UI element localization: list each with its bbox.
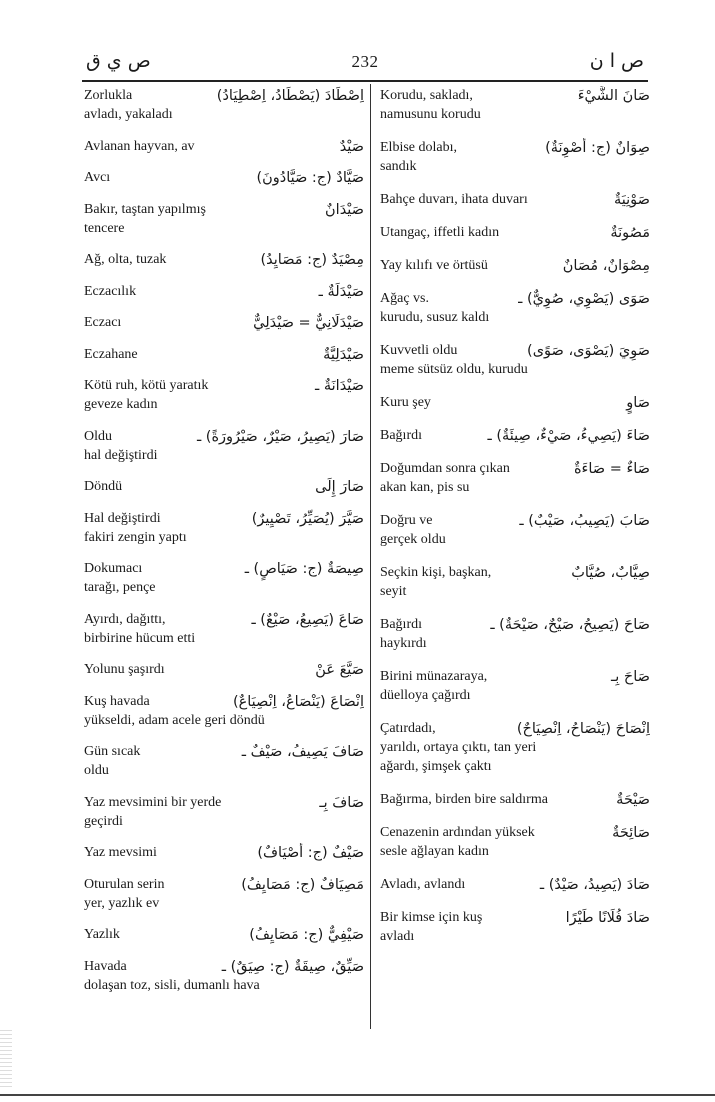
dictionary-entry (380, 563, 650, 615)
entry-arabic-headword: صَاحَ (يَصِيحُ، صَيْحٌ، صَيْحَةٌ) ـ (490, 617, 650, 633)
entry-arabic-headword: صَيْدَانٌ (325, 201, 364, 218)
entry-translation: Yay kılıfı ve örtüsü (380, 258, 488, 273)
entry-arabic-headword: صِوَانٌ (ج: أَصْوِنَةٌ) (545, 140, 650, 156)
entry-translation: Doğru ve (380, 513, 433, 528)
entry-translation: Havada (84, 958, 127, 974)
entry-arabic-headword: صَادَ فُلَانًا طَيْرًا (565, 910, 650, 926)
entry-translation: Doğumdan sonra çıkan (380, 461, 510, 476)
entry-arabic-headword: صَيْفٌ (ج: أَصْيَافٌ) (257, 845, 364, 861)
dictionary-entry (380, 393, 650, 426)
entry-translation: Utangaç, iffetli kadın (380, 225, 500, 240)
entry-translation: Oldu (84, 428, 112, 444)
page-header (80, 48, 650, 78)
dictionary-entry (84, 875, 364, 926)
entry-translation: Bahçe duvarı, ihata duvarı (380, 192, 528, 207)
entry-translation: namusunu korudu (380, 107, 481, 122)
entry-translation: avladı (380, 929, 415, 944)
dictionary-entry (84, 282, 364, 314)
entry-arabic-headword: صَاحَ بِـ (611, 669, 650, 685)
entry-arabic-headword: صَارَ إِلَى (315, 479, 364, 495)
entry-translation: Birini münazaraya, (380, 669, 488, 684)
dictionary-entry (380, 190, 650, 223)
entry-translation: yer, yazlık ev (84, 895, 160, 911)
dictionary-entry (380, 790, 650, 823)
entry-translation: Bir kimse için kuş (380, 910, 483, 925)
entry-arabic-headword: مِصْيَدٌ (ج: مَصَايِدُ) (260, 252, 364, 268)
dictionary-entry (84, 250, 364, 282)
dictionary-entry (380, 341, 650, 393)
header-rule (82, 80, 648, 82)
dictionary-entry (84, 610, 364, 661)
dictionary-entry (380, 256, 650, 289)
dictionary-entry (380, 459, 650, 511)
entry-translation: Kuru şey (380, 395, 431, 410)
entry-arabic-headword: مَصِيَافٌ (ج: مَصَايِفُ) (241, 876, 364, 893)
entry-translation: Bakır, taştan yapılmış (84, 201, 206, 217)
entry-translation: Avladı, avlandı (380, 877, 466, 892)
entry-arabic-headword: صَاوٍ (626, 395, 650, 411)
dictionary-entry (380, 667, 650, 719)
entry-arabic-headword: صَوْنِيَةٌ (614, 192, 650, 208)
entry-translation: Yaz mevsimi (84, 845, 157, 860)
entry-arabic-headword: صَاءٌ = صَاءَةٌ (573, 461, 650, 477)
entry-arabic-headword: مِصْوَانٌ، مُصَانٌ (562, 258, 650, 274)
entry-arabic-headword: صَوَى (يَصْوِي، صُوِيٌّ) ـ (518, 291, 650, 307)
dictionary-entry (84, 957, 364, 1008)
entry-arabic-headword: صَيْحَةٌ (616, 792, 650, 808)
entry-arabic-headword: صَيْدٌ (339, 138, 364, 155)
entry-translation: Zorlukla (84, 88, 133, 103)
dictionary-entry (84, 137, 364, 169)
entry-arabic-headword: صَيْفِيٌّ (ج: مَصَايِفُ) (249, 927, 364, 943)
dictionary-entry (84, 843, 364, 875)
entry-arabic-headword: صَاعَ (يَصِيعُ، صَيْعٌ) ـ (251, 611, 364, 628)
dictionary-entry (84, 660, 364, 692)
entry-translation: haykırdı (380, 636, 427, 651)
entry-arabic-headword: صَافَ بِـ (319, 794, 364, 811)
dictionary-entry (84, 925, 364, 957)
entry-arabic-headword: صَيْدَلَةٌ ـ (318, 283, 364, 300)
entry-arabic-headword: صَيَّرَ (يُصَيِّرُ، تَصْيِيرٌ) (251, 510, 364, 527)
dictionary-entry (84, 692, 364, 743)
entry-translation: Gün sıcak (84, 744, 141, 759)
dictionary-entry (84, 200, 364, 251)
entry-arabic-headword: صَيْدَلَانِيٌّ = صَيْدَلِيٌّ (253, 315, 364, 331)
dictionary-entry (84, 559, 364, 610)
entry-arabic-headword: اِنْصَاعَ (يَنْصَاعُ، اِنْصِيَاعٌ) (232, 693, 364, 710)
entry-translation: Bağırdı (380, 428, 422, 443)
entry-translation: Seçkin kişi, başkan, (380, 565, 492, 580)
entry-arabic-headword: صِيَّابٌ، صُيَّابٌ (571, 565, 650, 581)
entry-arabic-headword: صَافَ يَصِيفُ، صَيْفٌ ـ (241, 744, 364, 760)
entry-translation: dolaşan toz, sisli, dumanlı hava (84, 977, 260, 993)
entry-translation: Korudu, sakladı, (380, 88, 473, 103)
bottom-rule (0, 1094, 715, 1096)
column-divider (370, 84, 371, 1029)
dictionary-entry (380, 823, 650, 875)
dictionary-entry (380, 426, 650, 459)
entry-translation: ağardı, şimşek çaktı (380, 759, 492, 774)
left-column (84, 86, 364, 1007)
entry-translation: Kuvvetli oldu (380, 343, 458, 358)
dictionary-entry (84, 168, 364, 200)
dictionary-entry (84, 477, 364, 509)
entry-arabic-headword: صَانَ الشَّيْءَ (577, 88, 650, 104)
entry-translation: kurudu, susuz kaldı (380, 310, 490, 325)
entry-translation: yarıldı, ortaya çıktı, tan yeri (380, 740, 537, 755)
entry-translation: oldu (84, 763, 109, 778)
dictionary-entry (380, 223, 650, 256)
right-column (380, 86, 650, 960)
entry-arabic-headword: صَارَ (يَصِيرُ، صَيْرٌ، صَيْرُورَةً) ـ (196, 428, 364, 445)
dictionary-entry (380, 511, 650, 563)
entry-translation: Eczacılık (84, 283, 137, 299)
entry-translation: Eczacı (84, 315, 122, 330)
entry-arabic-headword: صِيصَةٌ (ج: صَيَاصٍ) ـ (244, 561, 364, 577)
entry-translation: Eczahane (84, 346, 138, 362)
entry-arabic-headword: اِنْصَاحَ (يَنْصَاحُ، اِنْصِيَاحٌ) (516, 721, 650, 737)
entry-translation: Bağırma, birden bire saldırma (380, 792, 548, 807)
entry-translation: tarağı, pençe (84, 580, 156, 595)
dictionary-entry (84, 313, 364, 345)
entry-translation: Dokumacı (84, 561, 143, 576)
entry-translation: Hal değiştirdi (84, 510, 161, 526)
header-right-letters: ص ا ن (589, 50, 644, 72)
entry-arabic-headword: صَيَّادٌ (ج: صَيَّادُونَ) (256, 170, 364, 186)
entry-translation: Ayırdı, dağıttı, (84, 611, 166, 627)
entry-translation: Elbise dolabı, (380, 140, 457, 155)
dictionary-entry (380, 875, 650, 908)
dictionary-entry (84, 793, 364, 844)
dictionary-entry (380, 615, 650, 667)
dictionary-entry (380, 719, 650, 790)
entry-arabic-headword: صَائِحَةٌ (612, 825, 650, 841)
entry-translation: Yazlık (84, 927, 120, 942)
entry-translation: Ağaç vs. (380, 291, 429, 306)
entry-arabic-headword: صَيَّعَ عَنْ (315, 662, 364, 678)
dictionary-entry (84, 86, 364, 137)
entry-translation: düelloya çağırdı (380, 688, 471, 703)
entry-translation: seyit (380, 584, 407, 599)
entry-arabic-headword: مَصُونَةٌ (610, 225, 650, 241)
dictionary-entry (380, 289, 650, 341)
entry-translation: Avcı (84, 170, 111, 185)
entry-translation: Yaz mevsimini bir yerde (84, 794, 222, 810)
entry-translation: Kuş havada (84, 693, 150, 709)
dictionary-entry (84, 345, 364, 377)
dictionary-entry (84, 427, 364, 478)
entry-translation: Çatırdadı, (380, 721, 436, 736)
entry-translation: Döndü (84, 479, 123, 494)
entry-translation: Yolunu şaşırdı (84, 662, 165, 677)
dictionary-entry (380, 138, 650, 190)
entry-arabic-headword: صَوِيَ (يَصْوَى، صَوًى) (527, 343, 650, 359)
entry-translation: geçirdi (84, 813, 123, 829)
entry-translation: Avlanan hayvan, av (84, 138, 195, 154)
page-number: 232 (351, 52, 379, 71)
entry-translation: Cenazenin ardından yüksek (380, 825, 535, 840)
entry-translation: avladı, yakaladı (84, 107, 173, 122)
entry-arabic-headword: صَيْدَانَةٌ ـ (315, 378, 364, 394)
dictionary-entry (84, 509, 364, 560)
dictionary-entry (380, 908, 650, 960)
entry-arabic-headword: صَادَ (يَصِيدُ، صَيْدٌ) ـ (539, 877, 650, 893)
entry-translation: akan kan, pis su (380, 480, 470, 495)
dictionary-entry (84, 376, 364, 427)
dictionary-entry (84, 742, 364, 793)
scan-artifact (0, 1030, 12, 1090)
entry-translation: geveze kadın (84, 397, 158, 412)
entry-translation: sandık (380, 159, 417, 174)
entry-arabic-headword: صَابَ (يَصِيبُ، صَيْبٌ) ـ (519, 513, 650, 529)
entry-translation: hal değiştirdi (84, 447, 158, 463)
entry-translation: meme sütsüz oldu, kurudu (380, 362, 528, 377)
entry-translation: Bağırdı (380, 617, 422, 632)
entry-arabic-headword: صَاءَ (يَصِيءُ، صَيْءٌ، صِيئَةٌ) ـ (487, 428, 650, 444)
entry-translation: gerçek oldu (380, 532, 446, 547)
entry-translation: tencere (84, 220, 125, 236)
entry-arabic-headword: صَيْدَلِيَّةٌ (323, 346, 364, 363)
entry-translation: yükseldi, adam acele geri döndü (84, 712, 265, 728)
entry-arabic-headword: اِصْطَادَ (يَصْطَادُ، اِصْطِيَادُ) (216, 88, 364, 104)
entry-translation: Oturulan serin (84, 876, 165, 892)
dictionary-entry (380, 86, 650, 138)
header-left-letters: ص ي ق (86, 50, 151, 72)
entry-translation: birbirine hücum etti (84, 630, 196, 646)
entry-translation: Ağ, olta, tuzak (84, 252, 167, 267)
entry-arabic-headword: صَيِّقٌ، صِيقَةٌ (ج: صِيَقٌ) ـ (221, 958, 364, 975)
entry-translation: Kötü ruh, kötü yaratık (84, 378, 209, 393)
entry-translation: sesle ağlayan kadın (380, 844, 489, 859)
entry-translation: fakiri zengin yaptı (84, 529, 187, 545)
